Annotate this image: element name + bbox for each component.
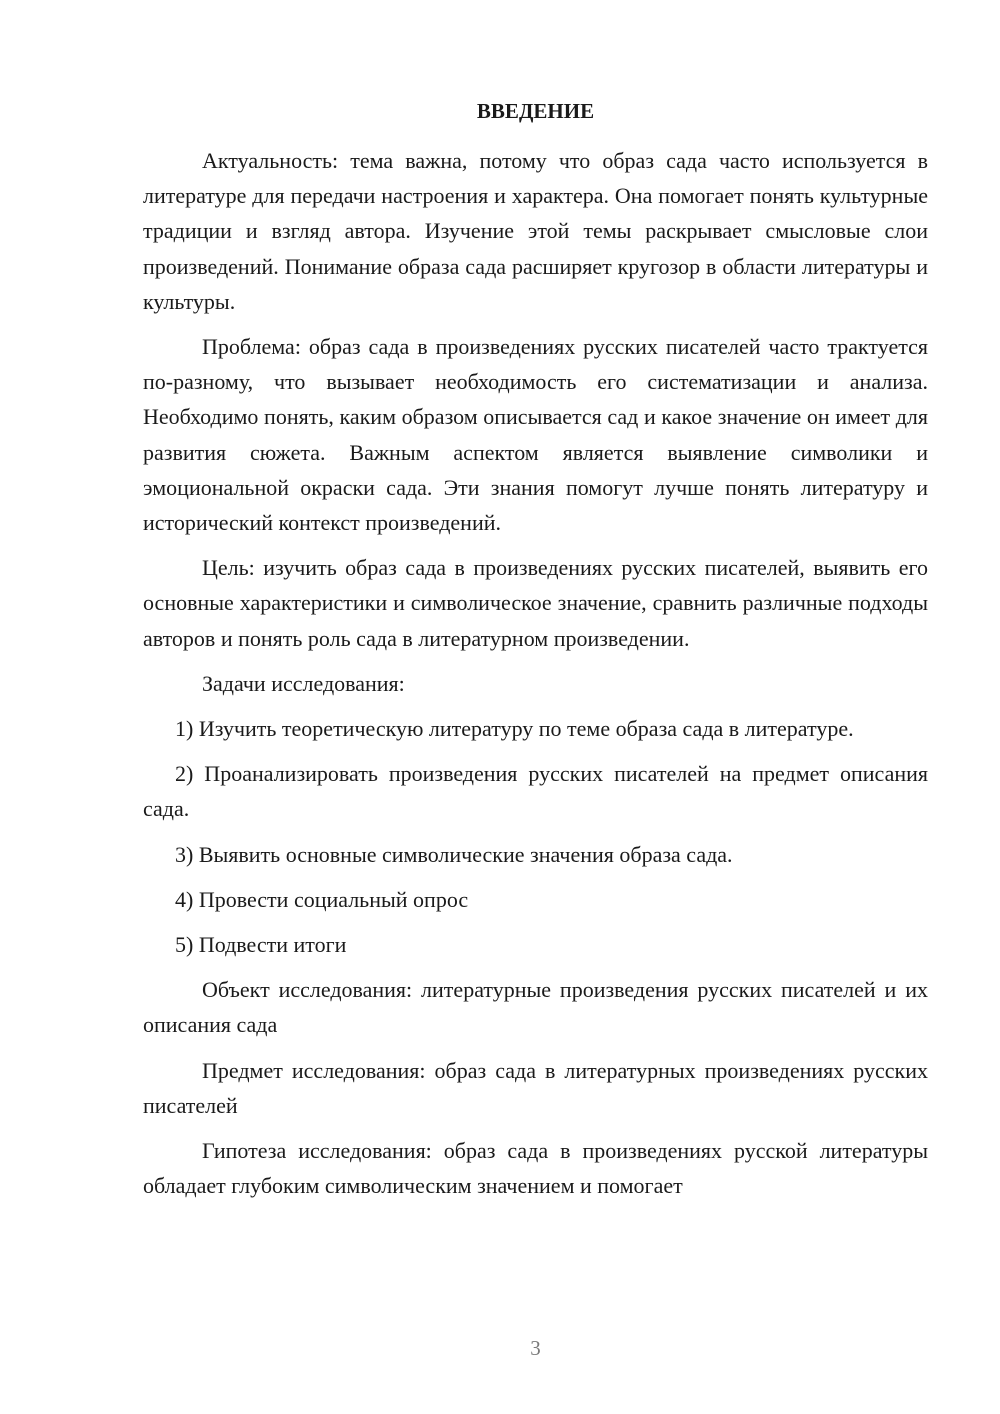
task-item-2: 2) Проанализировать произведения русских писателей на предмет описания сада.	[143, 761, 928, 822]
page-number: 3	[530, 1336, 541, 1360]
document-body	[143, 143, 928, 1213]
paragraph-object: Объект исследования: литературные произведения русских писателей и их описания сада	[143, 977, 928, 1038]
paragraph-relevance: Актуальность: тема важна, потому что образ сада часто используется в литературе для передачи настроения и характера. Она помогает понять культурные традиции и взгляд автора. Изучение этой темы раскрывает смысловые слои произведений. Понимание образа сада расширяет кругозор в области литературы и культуры.	[143, 148, 928, 314]
paragraph-problem: Проблема: образ сада в произведениях русских писателей часто трактуется по-разному, что вызывает необходимость его систематизации и анализа. Необходимо понять, каким образом описывается сад и какое значение он имеет для развития сюжета. Важным аспектом является выявление символики и эмоциональной окраски сада. Эти знания помогут лучше понять литературу и исторический контекст произведений.	[143, 334, 928, 536]
task-item-5: 5) Подвести итоги	[175, 932, 347, 958]
task-item-1: 1) Изучить теоретическую литературу по теме образа сада в литературе.	[175, 716, 854, 742]
task-item-4: 4) Провести социальный опрос	[175, 886, 469, 912]
document-page	[143, 0, 928, 1414]
paragraph-subject: Предмет исследования: образ сада в литературных произведениях русских писателей	[143, 1057, 928, 1118]
paragraph-goal: Цель: изучить образ сада в произведениях русских писателей, выявить его основные характеристики и символическое значение, сравнить различные подходы авторов и понять роль сада в литературном произведении.	[143, 555, 928, 651]
paragraph-tasks-heading: Задачи исследования:	[202, 670, 405, 696]
task-item-3: 3) Выявить основные символические значения образа сада.	[175, 841, 733, 867]
section-title: ВВЕДЕНИЕ	[476, 99, 595, 123]
paragraph-hypothesis: Гипотеза исследования: образ сада в произведениях русской литературы обладает глубоким символическим значением и помогает	[143, 1138, 928, 1199]
